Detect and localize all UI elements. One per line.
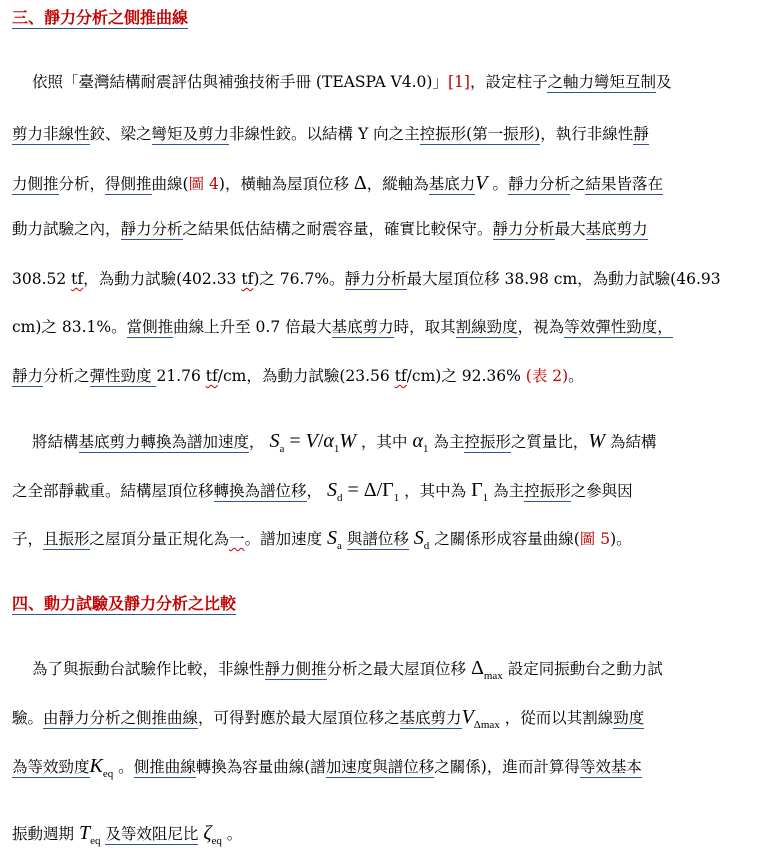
highlighted-term: 基底剪力 (331, 318, 394, 336)
text-run: 。 (487, 175, 508, 193)
text-run: 轉換為容量曲線(譜 (195, 758, 326, 776)
highlighted-term: 靜力分析 (120, 220, 183, 238)
text-run: tf (205, 367, 218, 385)
text-run: eq (90, 835, 101, 847)
text-run: d (423, 540, 430, 552)
highlighted-term: 靜 (633, 125, 649, 143)
text-run: 。譜加速度 (244, 530, 327, 548)
text-run: a (337, 540, 342, 552)
text-run: 分析， (58, 175, 106, 193)
text-run: = Δ/Γ (342, 479, 394, 501)
text-run: ，其中 (356, 433, 413, 451)
section-4-title: 四、動力試驗及靜力分析之比較 (12, 594, 237, 613)
reference-link[interactable]: 圖 4 (188, 175, 219, 193)
text-run: W (588, 430, 606, 452)
text-run: Δmax (473, 719, 500, 731)
highlighted-term: 靜力分析 (507, 175, 570, 193)
text-run: ，設定柱子 (469, 73, 548, 91)
text-line (32, 72, 671, 92)
text-run: 曲線上升至 0.7 倍最大 (173, 318, 332, 336)
text-run: 。 (221, 825, 243, 843)
text-run: )。 (610, 530, 632, 548)
text-run: 動力試驗之內， (12, 220, 121, 238)
text-run: )之 76.7%。 (253, 270, 345, 288)
text-run: 振動週期 (12, 825, 79, 843)
text-run: 子， (12, 530, 44, 548)
text-run: α (412, 430, 423, 452)
highlighted-term: 得側推 (105, 175, 152, 193)
highlighted-term: 彎矩及剪力 (151, 125, 230, 143)
text-line (12, 269, 721, 289)
text-run: 分析之 (43, 367, 90, 385)
text-run: V (305, 430, 318, 452)
text-run: cm)之 83.1%。 (12, 318, 127, 336)
text-run: 308.52 (12, 270, 72, 288)
text-run: 鉸、梁之 (89, 125, 152, 143)
text-run: S (269, 430, 280, 452)
text-line (32, 431, 657, 459)
text-run: eq (102, 768, 114, 780)
reference-link[interactable]: 圖 5 (579, 530, 611, 548)
reference-link[interactable]: (表 2) (525, 367, 569, 385)
highlighted-term: 加速度與譜位移 (325, 758, 435, 776)
text-run: ，視為 (517, 318, 565, 336)
text-run: 21.76 (156, 367, 206, 385)
highlighted-term: 剪力非線性 (12, 125, 90, 143)
text-run: 設定同振動台之動力試 (502, 660, 663, 678)
highlighted-term: 彈性勁度 (89, 367, 157, 385)
highlighted-term: 由靜力分析之側推曲線 (43, 709, 199, 727)
text-run: a (279, 443, 285, 455)
highlighted-term: 當側推 (126, 318, 174, 336)
text-run: ，其中為 (399, 482, 472, 500)
text-run: 1 (393, 492, 400, 504)
text-run: 一 (229, 530, 245, 548)
text-run: ，從而以其割線 (499, 709, 614, 727)
text-run: 之全部靜載重。結構屋頂位移 (12, 482, 214, 500)
highlighted-term: 割線勁度 (455, 318, 518, 336)
text-run: = (284, 430, 306, 452)
text-run: Δ (353, 172, 367, 194)
text-run: S (327, 527, 337, 549)
text-line (12, 707, 644, 735)
text-run: 為主 (428, 433, 465, 451)
text-run: 1 (482, 492, 489, 504)
text-run: α (323, 430, 334, 452)
text-run: eq (211, 835, 222, 847)
text-line (12, 528, 632, 556)
text-line (12, 823, 242, 851)
highlighted-term: 基底剪力 (585, 220, 648, 238)
highlighted-term: 基底剪力 (399, 709, 462, 727)
text-run: 1 (422, 443, 429, 455)
text-line (32, 658, 663, 686)
highlighted-term: 控振形 (524, 482, 571, 500)
text-run: tf (71, 270, 84, 288)
highlighted-term: 與譜位移 (346, 530, 409, 548)
text-run: 之結果低估結構之耐震容量，確實比較保守。 (182, 220, 493, 238)
text-run: S (413, 527, 424, 549)
reference-link[interactable]: [1] (447, 73, 470, 91)
text-run: ， (306, 482, 327, 500)
text-line (12, 366, 584, 386)
text-run: 時，取其 (393, 318, 456, 336)
text-line (12, 480, 633, 508)
text-run: 之關係形成容量曲線( (429, 530, 580, 548)
highlighted-term: 等效基本 (579, 758, 642, 776)
highlighted-term: 為等效勁度 (12, 758, 90, 776)
highlighted-term: 控振形(第一振形) (419, 125, 541, 143)
highlighted-term: 及等效阻尼比 (105, 825, 199, 843)
text-run: ζ (203, 822, 212, 844)
text-run: 為結構 (605, 433, 657, 451)
text-run: tf (394, 367, 407, 385)
text-run: /cm)之 92.36% (406, 367, 526, 385)
text-run: S (326, 479, 337, 501)
text-line (12, 317, 673, 337)
text-run: 之質量比， (510, 433, 589, 451)
text-run: T (78, 822, 91, 844)
highlighted-term: 靜力分析 (344, 270, 407, 288)
highlighted-term: 靜力分析 (492, 220, 555, 238)
text-line (12, 173, 663, 194)
text-run: 及 (655, 73, 672, 91)
text-run: /cm，為動力試驗(23.56 (217, 367, 395, 385)
text-line (12, 219, 648, 239)
text-run: 依照「臺灣結構耐震評估與補強技術手冊 (TEASPA V4.0)」 (32, 73, 448, 91)
text-run: 驗。 (12, 709, 44, 727)
text-run: V (461, 706, 474, 728)
highlighted-term: 基底力 (428, 175, 476, 193)
text-run: ，執行非線性 (540, 125, 634, 143)
highlighted-term: 基底剪力轉換為譜加速度 (78, 433, 250, 451)
text-run: tf (241, 270, 254, 288)
text-run: 之參與因 (570, 482, 633, 500)
highlighted-term: 控振形 (464, 433, 511, 451)
text-run: 為了與振動台試驗作比較，非線性 (32, 660, 265, 678)
text-run: Γ (471, 479, 483, 501)
section-3-heading (12, 8, 188, 28)
highlighted-term: 且振形 (43, 530, 90, 548)
text-run: max (483, 670, 503, 682)
text-run: Δ (470, 657, 484, 679)
text-run: / (317, 430, 324, 452)
section-4-heading (12, 594, 236, 614)
highlighted-term: 側推曲線 (133, 758, 196, 776)
text-run: ， (249, 433, 270, 451)
highlighted-term: 靜力側推 (264, 660, 327, 678)
text-run: 最大 (554, 220, 586, 238)
text-run: )，橫軸為屋頂位移 (218, 175, 354, 193)
text-run: 分析之最大屋頂位移 (326, 660, 471, 678)
section-3-title: 三、靜力分析之側推曲線 (12, 8, 189, 27)
text-run: 。 (568, 367, 584, 385)
highlighted-term: 轉換為譜位移 (213, 482, 307, 500)
text-run: ，為動力試驗(402.33 (83, 270, 242, 288)
text-run: ，縱軸為 (366, 175, 429, 193)
text-run: 最大屋頂位移 38.98 cm，為動力試驗(46.93 (406, 270, 721, 288)
text-line (12, 756, 642, 784)
text-run: 。 (113, 758, 134, 776)
highlighted-term: 之軸力彎矩互制 (547, 73, 656, 91)
text-run: ，可得對應於最大屋頂位移之 (198, 709, 400, 727)
text-run: 將結構 (32, 433, 79, 451)
text-run: 曲線( (151, 175, 189, 193)
text-run: K (89, 755, 103, 777)
text-run: 之屋頂分量正規化為 (89, 530, 230, 548)
text-run: 為主 (488, 482, 525, 500)
text-run: V (475, 172, 488, 194)
highlighted-term: 結果皆落在 (585, 175, 663, 193)
highlighted-term: 靜力 (12, 367, 44, 385)
text-line (12, 124, 649, 144)
text-run: 1 (333, 443, 340, 455)
text-run: 非線性鉸。以結構 Y 向之主 (229, 125, 420, 143)
text-run: 之關係)，進而計算得 (434, 758, 580, 776)
highlighted-term: 勁度 (613, 709, 645, 727)
highlighted-term: 等效彈性勁度， (564, 318, 673, 336)
text-run: 之 (569, 175, 586, 193)
text-run: d (336, 492, 343, 504)
text-run: W (339, 430, 357, 452)
highlighted-term: 力側推 (12, 175, 59, 193)
